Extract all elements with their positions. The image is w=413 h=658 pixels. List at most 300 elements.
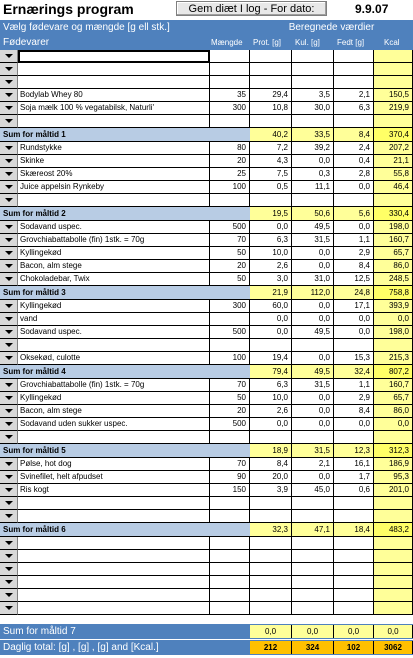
food-name-cell[interactable]: Chokoladebar, Twix (18, 273, 210, 286)
kcal-cell: 198,0 (374, 221, 413, 234)
food-row (0, 168, 413, 181)
chevron-down-icon (5, 185, 13, 189)
food-dropdown-button[interactable] (0, 484, 18, 497)
food-dropdown-button[interactable] (0, 273, 18, 286)
chevron-down-icon (5, 383, 13, 387)
protein-cell (250, 537, 292, 550)
protein-cell: 2,6 (250, 405, 292, 418)
quantity-cell[interactable]: 500 (210, 418, 250, 431)
carbs-cell: 0,0 (292, 352, 334, 365)
kcal-cell: 21,1 (374, 155, 413, 168)
quantity-cell[interactable]: 70 (210, 458, 250, 471)
fat-cell (334, 563, 374, 576)
food-name-cell[interactable]: Soja mælk 100 % vegatabilsk, Naturli' (18, 102, 210, 115)
food-name-cell[interactable] (18, 76, 210, 89)
carbs-cell: 0,0 (292, 405, 334, 418)
food-row (0, 497, 413, 510)
quantity-cell[interactable]: 50 (210, 273, 250, 286)
carbs-cell: 0,0 (292, 155, 334, 168)
chevron-down-icon (5, 264, 13, 268)
fat-cell: 2,8 (334, 168, 374, 181)
meal-summary-row (0, 286, 413, 300)
meal-7-label: Sum for måltid 7 (3, 626, 76, 637)
food-name-cell[interactable] (18, 115, 210, 128)
food-dropdown-button[interactable] (0, 339, 18, 352)
quantity-cell[interactable] (210, 313, 250, 326)
food-row (0, 115, 413, 128)
save-diet-log-button[interactable]: Gem diæt I log - For dato: (176, 1, 327, 16)
chevron-down-icon (5, 93, 13, 97)
quantity-cell[interactable] (210, 76, 250, 89)
carbs-cell (292, 76, 334, 89)
meal-summary-label: Sum for måltid 5 (0, 444, 250, 458)
kcal-cell: 198,0 (374, 326, 413, 339)
food-name-cell[interactable]: Bacon, alm stege (18, 405, 210, 418)
food-dropdown-button[interactable] (0, 537, 18, 550)
quantity-cell[interactable] (210, 194, 250, 207)
food-name-cell[interactable] (18, 576, 210, 589)
food-name-cell[interactable]: Sodavand uden sukker uspec. (18, 418, 210, 431)
food-name-cell[interactable] (18, 510, 210, 523)
kcal-cell: 65,7 (374, 247, 413, 260)
food-name-cell[interactable] (18, 537, 210, 550)
food-dropdown-button[interactable] (0, 260, 18, 273)
food-name-cell[interactable] (18, 50, 210, 63)
carbs-cell (292, 576, 334, 589)
food-name-cell[interactable]: Skinke (18, 155, 210, 168)
daily-total-kcal: 3062 (374, 641, 413, 654)
summary-fat: 12,3 (334, 444, 374, 458)
quantity-cell[interactable] (210, 576, 250, 589)
food-dropdown-button[interactable] (0, 326, 18, 339)
carbs-cell (292, 510, 334, 523)
food-name-cell[interactable] (18, 497, 210, 510)
quantity-cell[interactable] (210, 589, 250, 602)
protein-cell (250, 497, 292, 510)
fat-cell: 2,4 (334, 142, 374, 155)
meal-summary-row (0, 207, 413, 221)
food-dropdown-button[interactable] (0, 589, 18, 602)
quantity-cell[interactable]: 300 (210, 102, 250, 115)
quantity-cell[interactable]: 500 (210, 221, 250, 234)
food-row (0, 300, 413, 313)
carbs-cell (292, 602, 334, 615)
food-dropdown-button[interactable] (0, 352, 18, 365)
food-dropdown-button[interactable] (0, 63, 18, 76)
daily-total-fat: 102 (334, 641, 374, 654)
food-dropdown-button[interactable] (0, 234, 18, 247)
summary-kcal: 312,3 (374, 444, 413, 458)
food-row (0, 352, 413, 365)
food-name-cell[interactable]: Skæreost 20% (18, 168, 210, 181)
fat-cell: 0,0 (334, 221, 374, 234)
food-name-cell[interactable]: Oksekød, culotte (18, 352, 210, 365)
summary-carbs: 50,6 (292, 207, 334, 221)
fat-cell: 8,4 (334, 260, 374, 273)
kcal-cell: 219,9 (374, 102, 413, 115)
instructions-text: Vælg fødevare og mængde [g ell stk.] (3, 22, 170, 33)
quantity-cell[interactable] (210, 510, 250, 523)
fat-cell (334, 115, 374, 128)
food-dropdown-button[interactable] (0, 405, 18, 418)
carbs-cell (292, 537, 334, 550)
carbs-cell (292, 431, 334, 444)
carbs-cell (292, 50, 334, 63)
protein-cell (250, 50, 292, 63)
food-dropdown-button[interactable] (0, 181, 18, 194)
summary-protein: 21,9 (250, 286, 292, 300)
quantity-cell[interactable] (210, 339, 250, 352)
food-name-cell[interactable] (18, 563, 210, 576)
quantity-cell[interactable] (210, 50, 250, 63)
kcal-cell (374, 76, 413, 89)
fat-cell: 2,9 (334, 247, 374, 260)
food-name-cell[interactable]: Kyllingekød (18, 247, 210, 260)
food-dropdown-button[interactable] (0, 168, 18, 181)
food-row (0, 392, 413, 405)
food-dropdown-button[interactable] (0, 142, 18, 155)
protein-cell: 7,5 (250, 168, 292, 181)
fat-cell (334, 537, 374, 550)
carbs-cell: 0,0 (292, 471, 334, 484)
food-name-cell[interactable]: Grovchiabattabolle (fin) 1stk. = 70g (18, 379, 210, 392)
carbs-cell: 49,5 (292, 221, 334, 234)
summary-protein: 18,9 (250, 444, 292, 458)
chevron-down-icon (5, 54, 13, 58)
food-name-cell[interactable]: Sodavand uspec. (18, 326, 210, 339)
food-dropdown-button[interactable] (0, 576, 18, 589)
food-dropdown-button[interactable] (0, 379, 18, 392)
kcal-cell (374, 497, 413, 510)
chevron-down-icon (5, 435, 13, 439)
food-dropdown-button[interactable] (0, 247, 18, 260)
fat-cell: 1,1 (334, 379, 374, 392)
food-dropdown-button[interactable] (0, 194, 18, 207)
quantity-cell[interactable]: 20 (210, 155, 250, 168)
kcal-cell (374, 510, 413, 523)
quantity-cell[interactable]: 90 (210, 471, 250, 484)
summary-kcal: 758,8 (374, 286, 413, 300)
food-name-cell[interactable] (18, 63, 210, 76)
food-name-cell[interactable] (18, 589, 210, 602)
protein-cell: 10,0 (250, 247, 292, 260)
quantity-cell[interactable]: 70 (210, 234, 250, 247)
protein-cell: 10,0 (250, 392, 292, 405)
kcal-cell: 0,0 (374, 313, 413, 326)
daily-total-protein: 212 (250, 641, 292, 654)
food-dropdown-button[interactable] (0, 115, 18, 128)
protein-cell: 0,0 (250, 313, 292, 326)
food-dropdown-button[interactable] (0, 458, 18, 471)
fat-cell: 1,7 (334, 471, 374, 484)
quantity-cell[interactable]: 100 (210, 352, 250, 365)
kcal-cell (374, 63, 413, 76)
chevron-down-icon (5, 514, 13, 518)
chevron-down-icon (5, 146, 13, 150)
fat-cell (334, 194, 374, 207)
fat-cell (334, 510, 374, 523)
chevron-down-icon (5, 172, 13, 176)
protein-cell (250, 510, 292, 523)
food-dropdown-button[interactable] (0, 550, 18, 563)
quantity-cell[interactable]: 500 (210, 326, 250, 339)
fat-cell: 2,1 (334, 89, 374, 102)
protein-cell (250, 76, 292, 89)
kcal-cell: 55,8 (374, 168, 413, 181)
food-dropdown-button[interactable] (0, 89, 18, 102)
kcal-cell: 65,7 (374, 392, 413, 405)
carbs-cell: 31,5 (292, 234, 334, 247)
meal-summary-row (0, 128, 413, 142)
protein-cell: 19,4 (250, 352, 292, 365)
fat-cell: 12,5 (334, 273, 374, 286)
meal-summary-row (0, 444, 413, 458)
food-name-cell[interactable] (18, 602, 210, 615)
food-dropdown-button[interactable] (0, 602, 18, 615)
protein-cell: 0,5 (250, 181, 292, 194)
food-name-cell[interactable]: Ris kogt (18, 484, 210, 497)
food-dropdown-button[interactable] (0, 471, 18, 484)
fat-cell: 0,0 (334, 313, 374, 326)
quantity-cell[interactable] (210, 537, 250, 550)
food-row (0, 471, 413, 484)
food-name-cell[interactable]: Pølse, hot dog (18, 458, 210, 471)
carbs-cell: 11,1 (292, 181, 334, 194)
food-name-cell[interactable]: Kyllingekød (18, 300, 210, 313)
food-name-cell[interactable]: Grovchiabattabolle (fin) 1stk. = 70g (18, 234, 210, 247)
chevron-down-icon (5, 119, 13, 123)
daily-total-row (0, 640, 413, 655)
chevron-down-icon (5, 330, 13, 334)
carbs-cell (292, 194, 334, 207)
col-kcal-header: Kcal (384, 38, 400, 47)
summary-protein: 32,3 (250, 523, 292, 537)
summary-fat: 32,4 (334, 365, 374, 379)
quantity-cell[interactable]: 20 (210, 260, 250, 273)
daily-total-carbs: 324 (292, 641, 334, 654)
food-name-cell[interactable]: Svinefilet, helt afpudset (18, 471, 210, 484)
kcal-cell (374, 602, 413, 615)
summary-carbs: 33,5 (292, 128, 334, 142)
food-dropdown-button[interactable] (0, 50, 18, 63)
food-name-cell[interactable]: Rundstykke (18, 142, 210, 155)
chevron-down-icon (5, 356, 13, 360)
protein-cell (250, 563, 292, 576)
carbs-cell (292, 550, 334, 563)
quantity-cell[interactable] (210, 497, 250, 510)
food-dropdown-button[interactable] (0, 563, 18, 576)
meal-7-fat: 0,0 (334, 625, 374, 638)
carbs-cell (292, 563, 334, 576)
protein-cell: 8,4 (250, 458, 292, 471)
carbs-cell: 0,0 (292, 313, 334, 326)
food-dropdown-button[interactable] (0, 76, 18, 89)
fat-cell: 1,1 (334, 234, 374, 247)
kcal-cell: 86,0 (374, 260, 413, 273)
meal-summary-label: Sum for måltid 1 (0, 128, 250, 142)
protein-cell: 7,2 (250, 142, 292, 155)
kcal-cell (374, 115, 413, 128)
quantity-cell[interactable]: 50 (210, 247, 250, 260)
protein-cell: 3,0 (250, 273, 292, 286)
kcal-cell: 215,3 (374, 352, 413, 365)
chevron-down-icon (5, 541, 13, 545)
carbs-cell (292, 339, 334, 352)
fat-cell (334, 497, 374, 510)
quantity-cell[interactable] (210, 602, 250, 615)
chevron-down-icon (5, 501, 13, 505)
log-date[interactable]: 9.9.07 (355, 2, 389, 16)
food-dropdown-button[interactable] (0, 497, 18, 510)
carbs-cell: 3,5 (292, 89, 334, 102)
food-row (0, 537, 413, 550)
food-row (0, 50, 413, 63)
kcal-cell: 186,9 (374, 458, 413, 471)
protein-cell: 10,8 (250, 102, 292, 115)
quantity-cell[interactable] (210, 115, 250, 128)
food-row (0, 405, 413, 418)
food-dropdown-button[interactable] (0, 155, 18, 168)
quantity-cell[interactable]: 20 (210, 405, 250, 418)
kcal-cell (374, 563, 413, 576)
carbs-cell (292, 115, 334, 128)
kcal-cell (374, 339, 413, 352)
protein-cell: 60,0 (250, 300, 292, 313)
quantity-cell[interactable] (210, 550, 250, 563)
kcal-cell (374, 576, 413, 589)
food-row (0, 76, 413, 89)
fat-cell (334, 602, 374, 615)
summary-kcal: 807,2 (374, 365, 413, 379)
food-row (0, 247, 413, 260)
kcal-cell: 150,5 (374, 89, 413, 102)
food-row (0, 194, 413, 207)
summary-protein: 79,4 (250, 365, 292, 379)
protein-cell (250, 431, 292, 444)
fat-cell (334, 63, 374, 76)
protein-cell: 4,3 (250, 155, 292, 168)
kcal-cell: 0,0 (374, 418, 413, 431)
quantity-cell[interactable]: 300 (210, 300, 250, 313)
kcal-cell: 393,9 (374, 300, 413, 313)
carbs-cell (292, 589, 334, 602)
protein-cell: 6,3 (250, 379, 292, 392)
food-dropdown-button[interactable] (0, 102, 18, 115)
food-dropdown-button[interactable] (0, 313, 18, 326)
chevron-down-icon (5, 317, 13, 321)
food-name-cell[interactable]: Juice appelsin Rynkeby (18, 181, 210, 194)
quantity-cell[interactable]: 35 (210, 89, 250, 102)
food-dropdown-button[interactable] (0, 510, 18, 523)
food-name-cell[interactable]: Bodylab Whey 80 (18, 89, 210, 102)
food-row (0, 221, 413, 234)
chevron-down-icon (5, 238, 13, 242)
carbs-cell: 45,0 (292, 484, 334, 497)
protein-cell (250, 339, 292, 352)
food-name-cell[interactable] (18, 339, 210, 352)
quantity-cell[interactable]: 70 (210, 379, 250, 392)
food-row (0, 260, 413, 273)
food-name-cell[interactable] (18, 194, 210, 207)
food-name-cell[interactable]: vand (18, 313, 210, 326)
food-dropdown-button[interactable] (0, 221, 18, 234)
chevron-down-icon (5, 475, 13, 479)
kcal-cell (374, 589, 413, 602)
meal-summary-row (0, 523, 413, 537)
quantity-cell[interactable] (210, 563, 250, 576)
fat-cell: 16,1 (334, 458, 374, 471)
summary-kcal: 330,4 (374, 207, 413, 221)
carbs-cell: 0,0 (292, 260, 334, 273)
quantity-cell[interactable]: 100 (210, 181, 250, 194)
food-dropdown-button[interactable] (0, 300, 18, 313)
computed-values-label: Beregnede værdier (288, 22, 375, 33)
meal-7-protein: 0,0 (250, 625, 292, 638)
food-row (0, 418, 413, 431)
meal-summary-label: Sum for måltid 2 (0, 207, 250, 221)
fat-cell: 0,0 (334, 181, 374, 194)
carbs-cell: 0,0 (292, 247, 334, 260)
food-name-cell[interactable]: Sodavand uspec. (18, 221, 210, 234)
protein-cell: 2,6 (250, 260, 292, 273)
quantity-cell[interactable] (210, 431, 250, 444)
food-name-cell[interactable] (18, 550, 210, 563)
chevron-down-icon (5, 80, 13, 84)
summary-protein: 40,2 (250, 128, 292, 142)
food-row (0, 63, 413, 76)
chevron-down-icon (5, 277, 13, 281)
quantity-cell[interactable]: 50 (210, 392, 250, 405)
carbs-cell: 31,5 (292, 379, 334, 392)
protein-cell (250, 63, 292, 76)
chevron-down-icon (5, 251, 13, 255)
column-header-row (0, 35, 413, 50)
food-name-cell[interactable] (18, 431, 210, 444)
carbs-cell: 0,0 (292, 418, 334, 431)
summary-kcal: 370,4 (374, 128, 413, 142)
chevron-down-icon (5, 462, 13, 466)
food-name-cell[interactable]: Bacon, alm stege (18, 260, 210, 273)
kcal-cell (374, 537, 413, 550)
food-dropdown-button[interactable] (0, 431, 18, 444)
protein-cell: 20,0 (250, 471, 292, 484)
app-title: Ernærings program (3, 1, 134, 17)
summary-protein: 19,5 (250, 207, 292, 221)
food-dropdown-button[interactable] (0, 392, 18, 405)
fat-cell (334, 339, 374, 352)
food-name-cell[interactable]: Kyllingekød (18, 392, 210, 405)
quantity-cell[interactable]: 80 (210, 142, 250, 155)
chevron-down-icon (5, 106, 13, 110)
col-food-header: Fødevarer (3, 37, 50, 48)
title-bar (0, 0, 413, 19)
fat-cell: 6,3 (334, 102, 374, 115)
fat-cell (334, 431, 374, 444)
carbs-cell: 39,2 (292, 142, 334, 155)
quantity-cell[interactable]: 150 (210, 484, 250, 497)
food-row (0, 589, 413, 602)
quantity-cell[interactable] (210, 63, 250, 76)
fat-cell: 0,0 (334, 418, 374, 431)
food-dropdown-button[interactable] (0, 418, 18, 431)
protein-cell: 0,0 (250, 418, 292, 431)
food-row (0, 181, 413, 194)
food-row (0, 602, 413, 615)
quantity-cell[interactable]: 25 (210, 168, 250, 181)
kcal-cell (374, 431, 413, 444)
chevron-down-icon (5, 304, 13, 308)
protein-cell (250, 576, 292, 589)
